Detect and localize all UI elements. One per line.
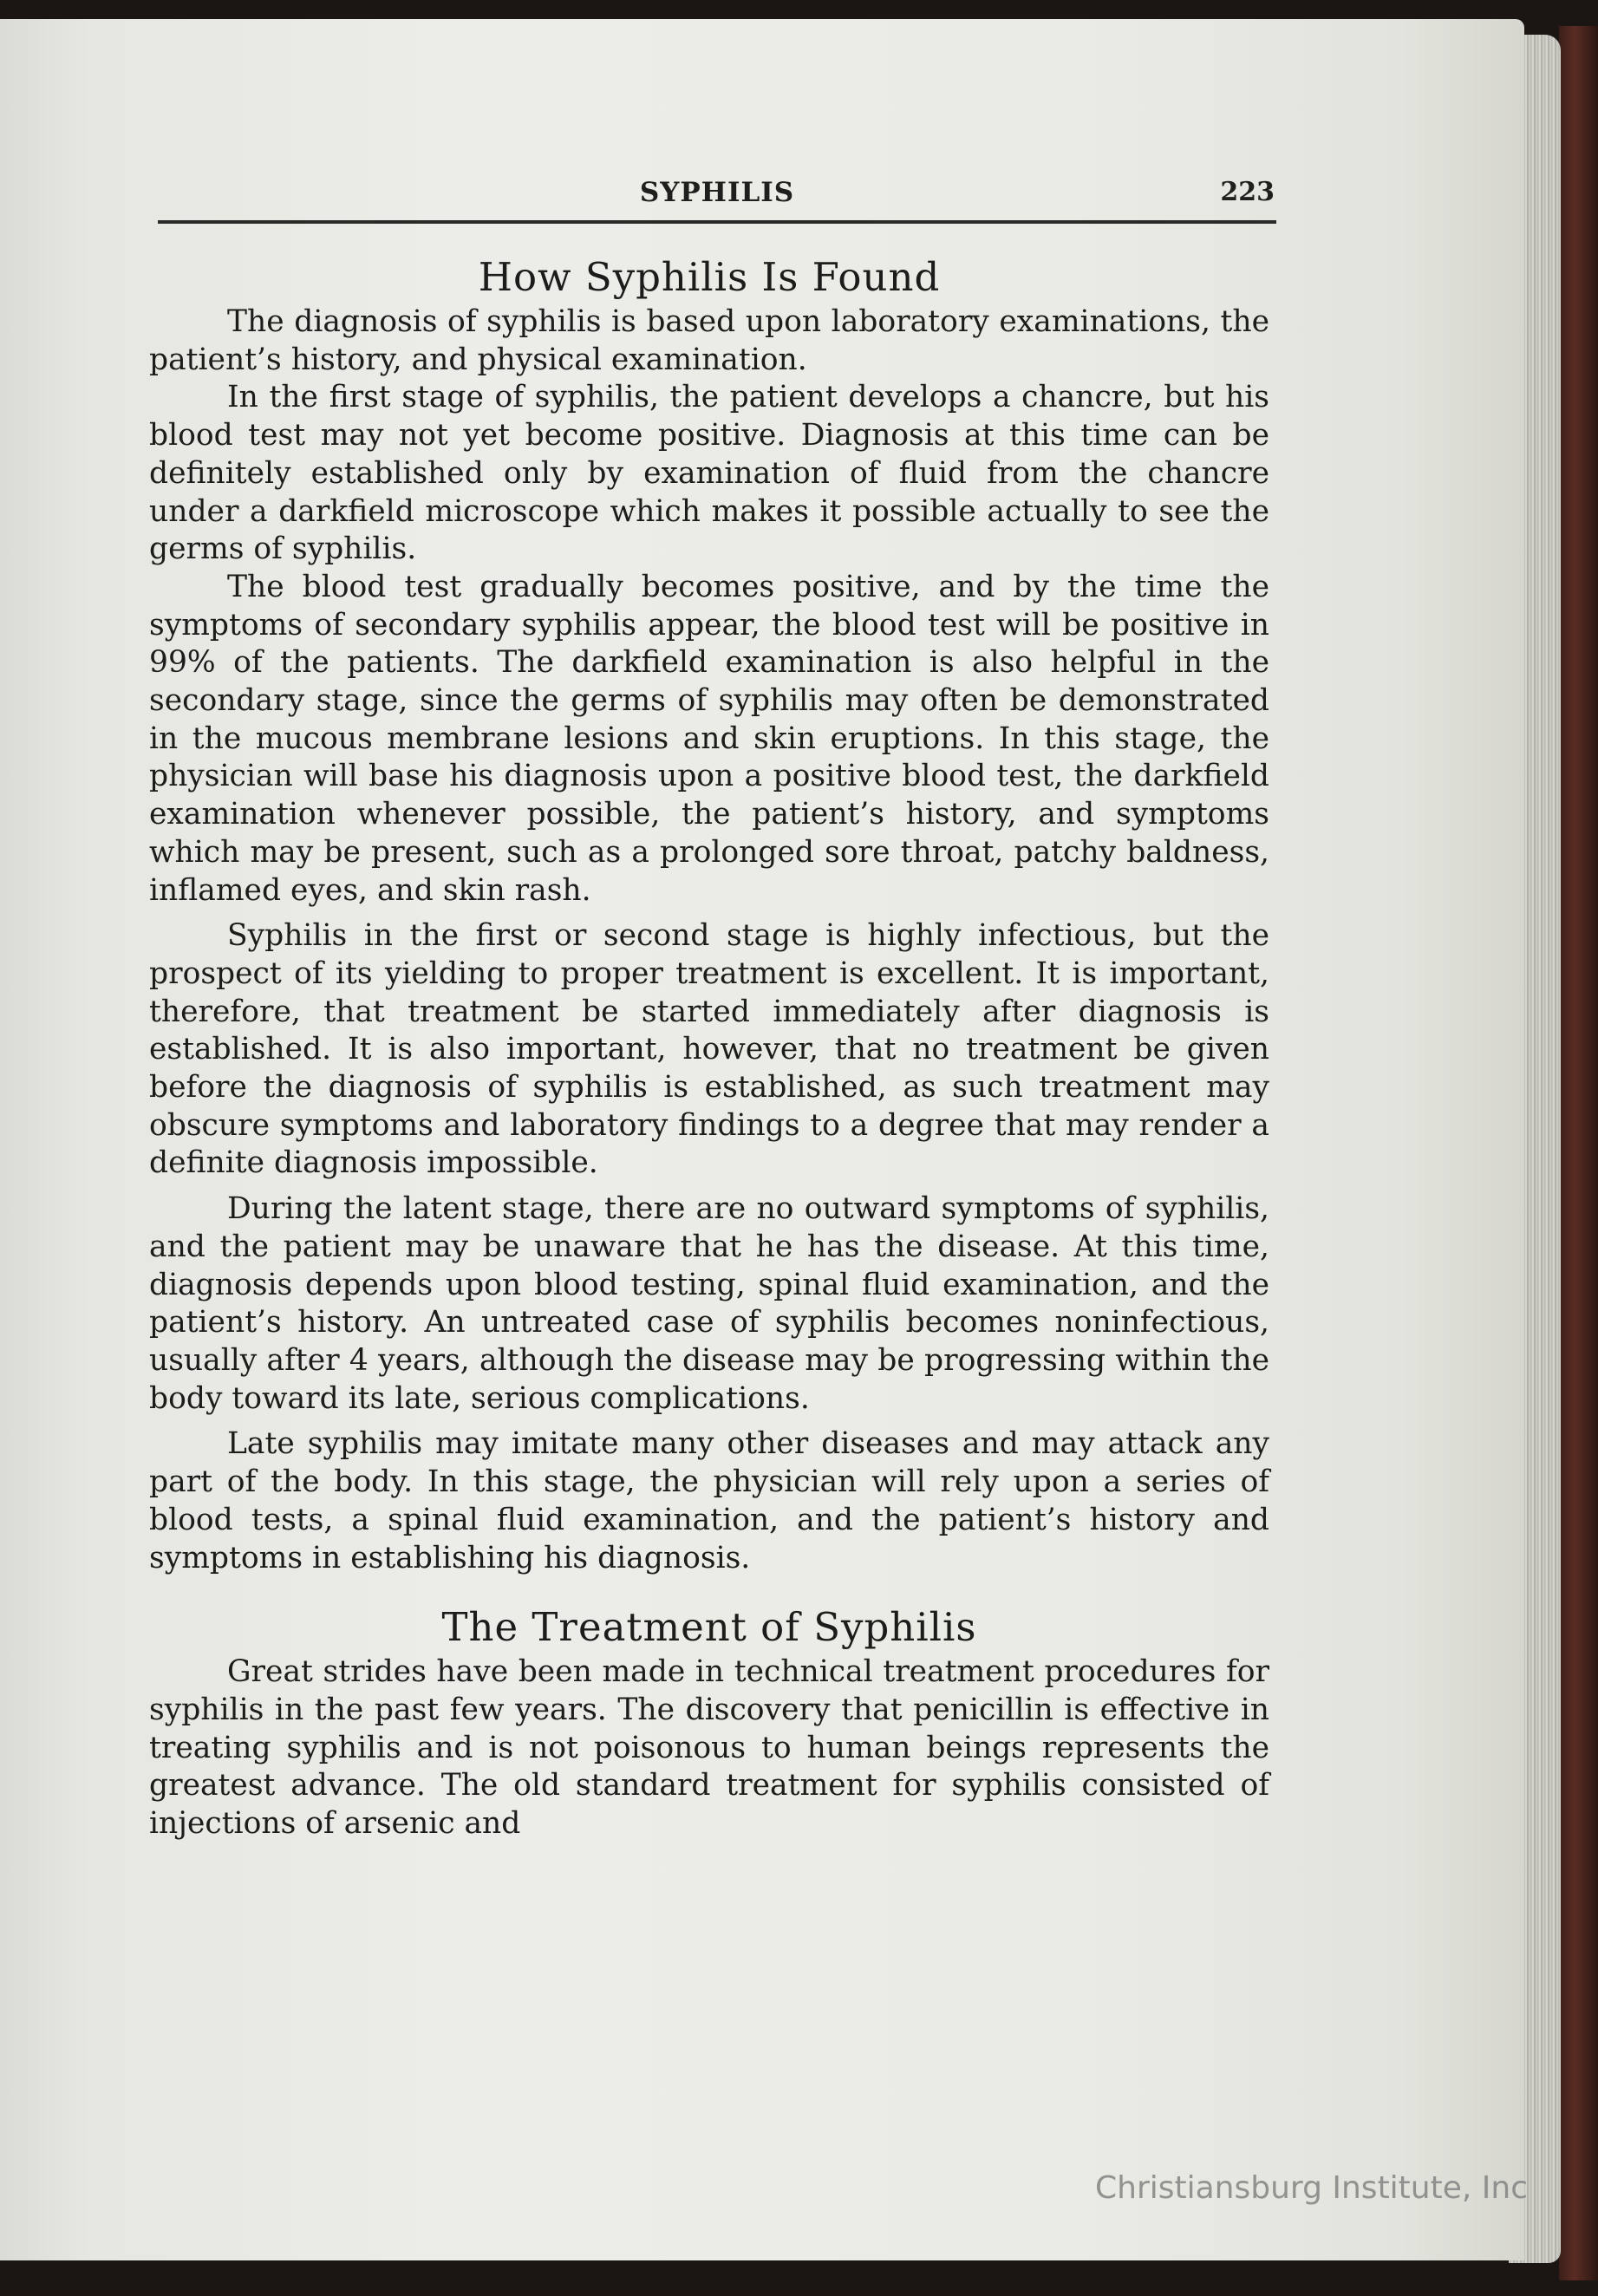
paragraph: Late syphilis may imitate many other diseases and may attack any part of the body. In this stage, the physician will rely upon a series of blood tests, a spinal fluid examination, and the patient’s history and symptoms in establishing his diagnosis. [149, 1426, 1269, 1575]
collection-watermark: Christiansburg Institute, Inc [1094, 2170, 1528, 2206]
section-heading-treatment: The Treatment of Syphilis [441, 1604, 977, 1651]
running-header [158, 170, 1276, 224]
running-title: SYPHILIS [639, 177, 795, 208]
paragraph: The blood test gradually becomes positive, and by the time the symptoms of secondary syphilis appear, the blood test will be positive in 99% of the patients. The darkfield examination is also helpful in the secondary stage, since the germs of syphilis may often be demonstrated in the mucous membrane lesions and skin eruptions. In this stage, the physician will base his diagnosis upon a positive blood test, the darkfield examination whenever possible, the patient’s history, and symptoms which may be present, such as a prolonged sore throat, patchy baldness, inflamed eyes, and skin rash. [149, 569, 1269, 908]
book-cover-edge [1559, 26, 1598, 2280]
paragraph: The diagnosis of syphilis is based upon laboratory examinations, the patient’s history, and physical examination. [149, 304, 1269, 377]
paragraph: In the first stage of syphilis, the patient develops a chancre, but his blood test may not yet become positive. Diagnosis at this time can be definitely established only by examination of fluid from the chancre under a darkfield microscope which makes it possible actually to see the germs of syphilis. [149, 380, 1269, 567]
body-text [149, 251, 1269, 1843]
section-heading-how-found: How Syphilis Is Found [478, 254, 941, 300]
page-number: 223 [1220, 177, 1275, 207]
paragraph: Syphilis in the first or second stage is highly infectious, but the prospect of its yielding to proper treatment is excellent. It is important, therefore, that treatment be started immediately after diagnosis is established. It is also important, however, that no treatment be given before the diagnosis of syphilis is established, as such treatment may obscure symptoms and laboratory findings to a degree that may render a definite diagnosis impossible. [149, 918, 1269, 1181]
paragraph: Great strides have been made in technical treatment procedures for syphilis in the past few years. The discovery that penicillin is effective in treating syphilis and is not poisonous to human beings represents the greatest advance. The old standard treatment for syphilis consisted of injections of arsenic and [149, 1654, 1269, 1842]
paragraph: During the latent stage, there are no outward symptoms of syphilis, and the patient may be unaware that he has the disease. At this time, diagnosis depends upon blood testing, spinal fluid examination, and the patient’s history. An untreated case of syphilis becomes noninfectious, usually after 4 years, although the disease may be progressing within the body toward its late, serious complications. [149, 1191, 1269, 1416]
